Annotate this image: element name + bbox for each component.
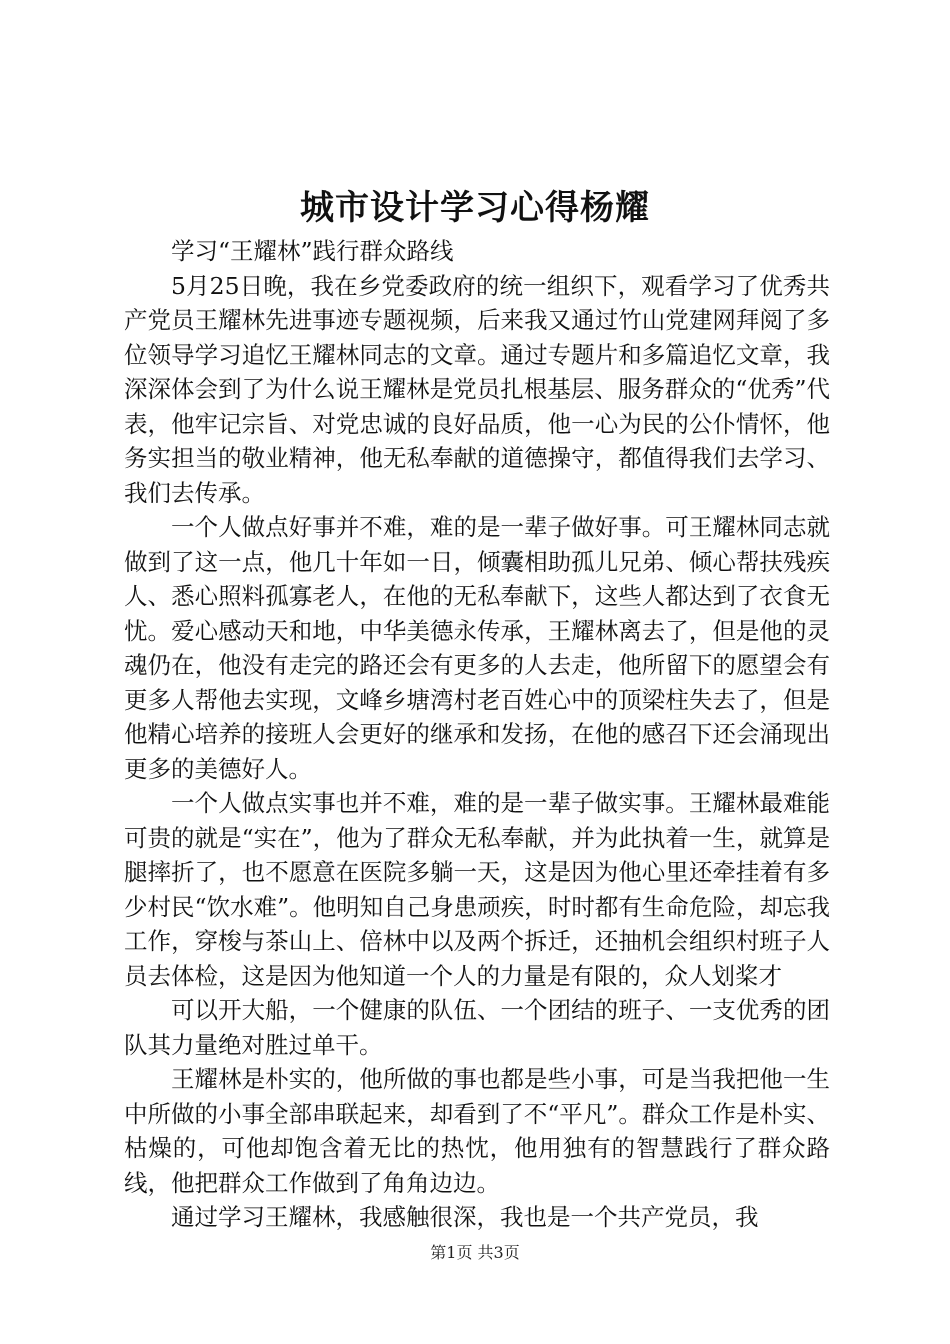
paragraph: 一个人做点实事也并不难，难的是一辈子做实事。王耀林最难能可贵的就是“实在”，他为了群众无私奉献，并为此执着一生，就算是腿摔折了，也不愿意在医院多躺一天，这是因为他心里还牵挂着有多少村民“饮水难”。他明知自己身患顽疾，时时都有生命危险，却忘我工作，穿梭与茶山上、倍林中以及两个拆迁，还抽机会组织村班子人员去体检，这是因为他知道一个人的力量是有限的，众人划桨才 [124, 789, 830, 990]
paragraph: 王耀林是朴实的，他所做的事也都是些小事，可是当我把他一生中所做的小事全部串联起来，却看到了不“平凡”。群众工作是朴实、枯燥的，可他却饱含着无比的热忱，他用独有的智慧践行了群众路线，他把群众工作做到了角角边边。 [124, 1065, 830, 1197]
paragraph: 可以开大船，一个健康的队伍、一个团结的班子、一支优秀的团队其力量绝对胜过单干。 [124, 996, 830, 1059]
paragraph: 5月25日晚，我在乡党委政府的统一组织下，观看学习了优秀共产党员王耀林先进事迹专题视频，后来我又通过竹山党建网拜阅了多位领导学习追忆王耀林同志的文章。通过专题片和多篇追忆文章，我深深体会到了为什么说王耀林是党员扎根基层、服务群众的“优秀”代表，他牢记宗旨、对党忠诚的良好品质，他一心为民的公仆情怀，他务实担当的敬业精神，他无私奉献的道德操守，都值得我们去学习、我们去传承。 [124, 271, 830, 507]
paragraph-subtitle: 学习“王耀林”践行群众路线 [171, 237, 454, 265]
paragraph: 通过学习王耀林，我感触很深，我也是一个共产党员，我 [171, 1203, 759, 1231]
document-title: 城市设计学习心得杨耀 [300, 188, 650, 228]
document-body [124, 234, 830, 1235]
paragraph: 一个人做点好事并不难，难的是一辈子做好事。可王耀林同志就做到了这一点，他几十年如一日，倾囊相助孤儿兄弟、倾心帮扶残疾人、悉心照料孤寡老人，在他的无私奉献下，这些人都达到了衣食无忧。爱心感动天和地，中华美德永传承，王耀林离去了，但是他的灵魂仍在，他没有走完的路还会有更多的人去走，他所留下的愿望会有更多人帮他去实现，文峰乡塘湾村老百姓心中的顶梁柱失去了，但是他精心培养的接班人会更好的继承和发扬，在他的感召下还会涌现出更多的美德好人。 [124, 513, 830, 783]
page-number-footer: 第1页 共3页 [430, 1243, 520, 1262]
